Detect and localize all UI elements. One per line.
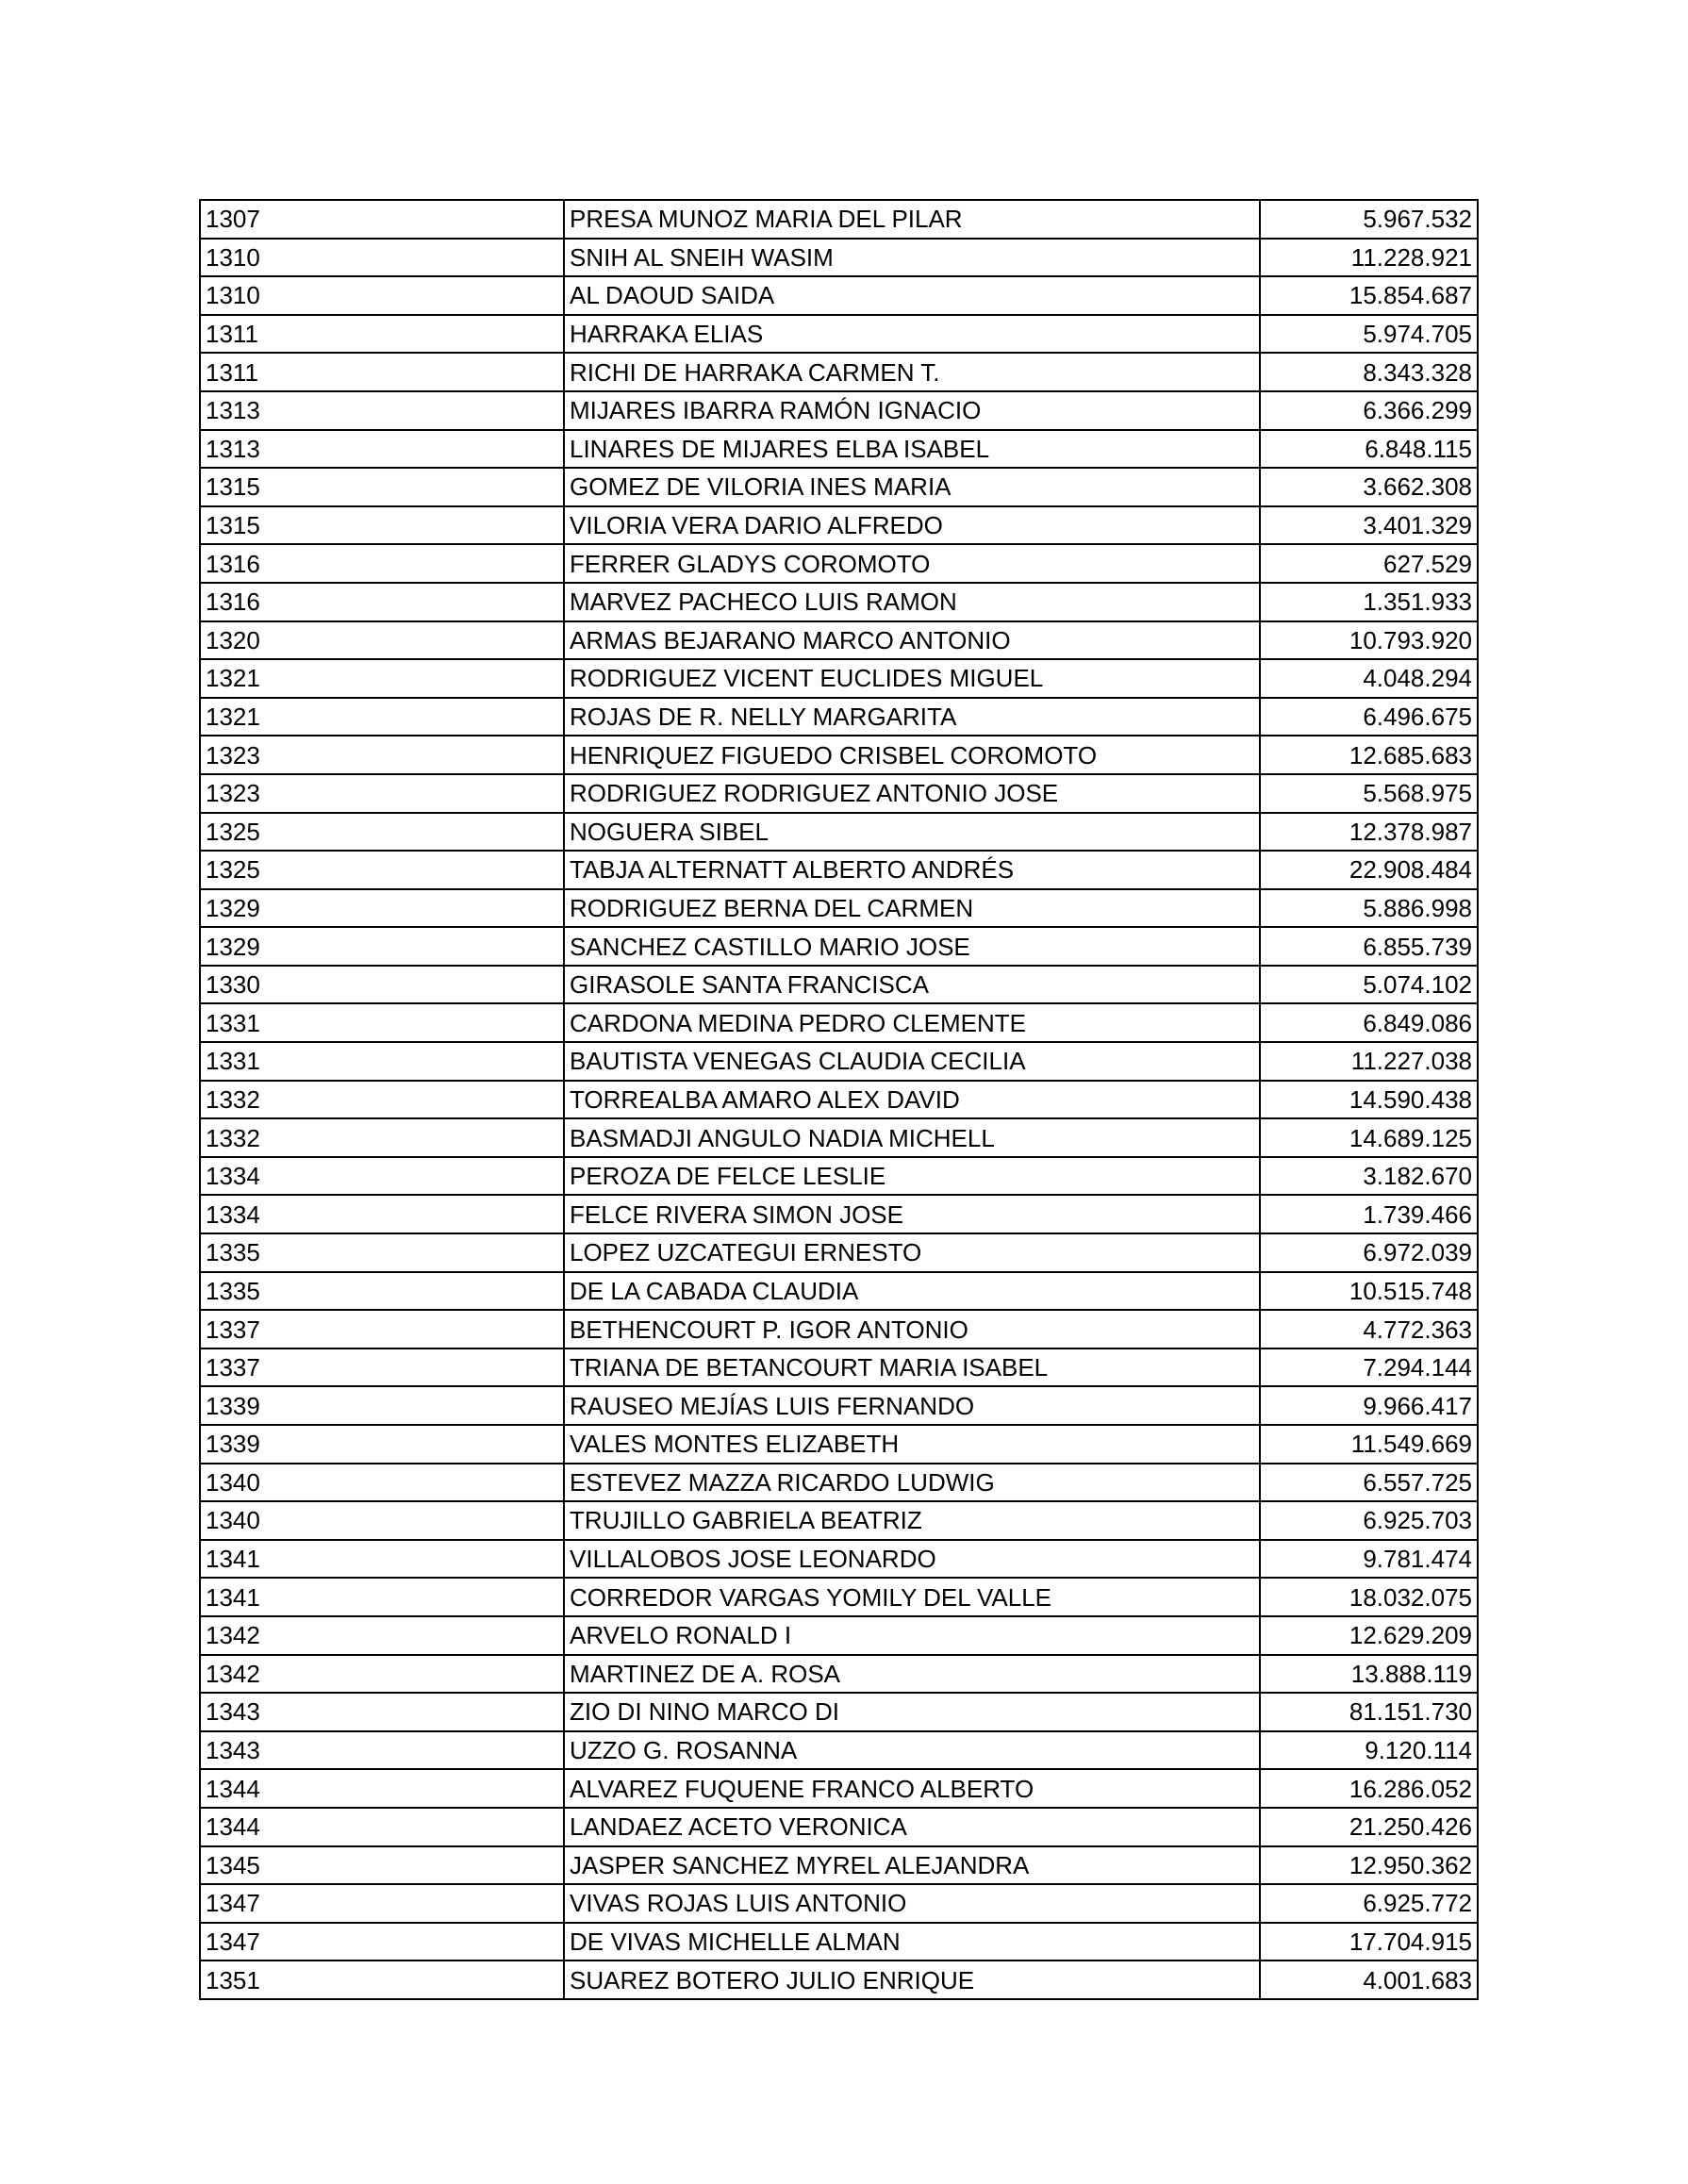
- name-cell: ARMAS BEJARANO MARCO ANTONIO: [564, 621, 1260, 660]
- name-cell: AL DAOUD SAIDA: [564, 276, 1260, 315]
- table-row: [200, 391, 1478, 430]
- code-cell: 1341: [200, 1578, 564, 1616]
- code-cell: 1329: [200, 927, 564, 966]
- table-row: [200, 506, 1478, 545]
- table-row: [200, 315, 1478, 354]
- amount-cell: 9.781.474: [1260, 1540, 1478, 1579]
- code-cell: 1311: [200, 353, 564, 391]
- code-cell: 1343: [200, 1693, 564, 1731]
- name-cell: PEROZA DE FELCE LESLIE: [564, 1157, 1260, 1196]
- code-cell: 1321: [200, 659, 564, 698]
- name-cell: ROJAS DE R. NELLY MARGARITA: [564, 698, 1260, 736]
- amount-cell: 11.228.921: [1260, 239, 1478, 277]
- table-row: [200, 1081, 1478, 1119]
- amount-cell: 6.848.115: [1260, 430, 1478, 469]
- code-cell: 1323: [200, 736, 564, 774]
- code-cell: 1313: [200, 430, 564, 469]
- name-cell: SNIH AL SNEIH WASIM: [564, 239, 1260, 277]
- table-row: [200, 1310, 1478, 1348]
- amount-cell: 17.704.915: [1260, 1923, 1478, 1961]
- table-row: [200, 1846, 1478, 1885]
- name-cell: HARRAKA ELIAS: [564, 315, 1260, 354]
- amount-cell: 6.366.299: [1260, 391, 1478, 430]
- table-row: [200, 927, 1478, 966]
- amount-cell: 10.793.920: [1260, 621, 1478, 660]
- name-cell: SUAREZ BOTERO JULIO ENRIQUE: [564, 1961, 1260, 1999]
- table-row: [200, 1425, 1478, 1464]
- code-cell: 1341: [200, 1540, 564, 1579]
- table-row: [200, 1655, 1478, 1694]
- code-cell: 1320: [200, 621, 564, 660]
- table-row: [200, 966, 1478, 1004]
- data-table: [199, 199, 1479, 2000]
- name-cell: MARVEZ PACHECO LUIS RAMON: [564, 583, 1260, 621]
- name-cell: MARTINEZ DE A. ROSA: [564, 1655, 1260, 1694]
- name-cell: RICHI DE HARRAKA CARMEN T.: [564, 353, 1260, 391]
- name-cell: BETHENCOURT P. IGOR ANTONIO: [564, 1310, 1260, 1348]
- table-row: [200, 1731, 1478, 1770]
- table-row: [200, 1195, 1478, 1233]
- code-cell: 1316: [200, 544, 564, 583]
- name-cell: JASPER SANCHEZ MYREL ALEJANDRA: [564, 1846, 1260, 1885]
- code-cell: 1331: [200, 1003, 564, 1042]
- amount-cell: 5.967.532: [1260, 200, 1478, 239]
- name-cell: RODRIGUEZ VICENT EUCLIDES MIGUEL: [564, 659, 1260, 698]
- name-cell: CARDONA MEDINA PEDRO CLEMENTE: [564, 1003, 1260, 1042]
- table-row: [200, 430, 1478, 469]
- code-cell: 1343: [200, 1731, 564, 1770]
- name-cell: ESTEVEZ MAZZA RICARDO LUDWIG: [564, 1464, 1260, 1502]
- amount-cell: 5.074.102: [1260, 966, 1478, 1004]
- table-row: [200, 1464, 1478, 1502]
- name-cell: LANDAEZ ACETO VERONICA: [564, 1808, 1260, 1846]
- name-cell: DE LA CABADA CLAUDIA: [564, 1272, 1260, 1311]
- table-row: [200, 200, 1478, 239]
- name-cell: UZZO G. ROSANNA: [564, 1731, 1260, 1770]
- name-cell: LINARES DE MIJARES ELBA ISABEL: [564, 430, 1260, 469]
- amount-cell: 3.662.308: [1260, 468, 1478, 506]
- name-cell: ARVELO RONALD I: [564, 1616, 1260, 1655]
- table-row: [200, 1769, 1478, 1808]
- amount-cell: 10.515.748: [1260, 1272, 1478, 1311]
- code-cell: 1351: [200, 1961, 564, 1999]
- table-row: [200, 544, 1478, 583]
- table-row: [200, 1578, 1478, 1616]
- table-row: [200, 583, 1478, 621]
- amount-cell: 4.772.363: [1260, 1310, 1478, 1348]
- name-cell: ZIO DI NINO MARCO DI: [564, 1693, 1260, 1731]
- code-cell: 1340: [200, 1501, 564, 1540]
- name-cell: SANCHEZ CASTILLO MARIO JOSE: [564, 927, 1260, 966]
- name-cell: RAUSEO MEJÍAS LUIS FERNANDO: [564, 1386, 1260, 1425]
- name-cell: NOGUERA SIBEL: [564, 813, 1260, 852]
- table-row: [200, 468, 1478, 506]
- amount-cell: 6.925.703: [1260, 1501, 1478, 1540]
- amount-cell: 1.351.933: [1260, 583, 1478, 621]
- amount-cell: 6.972.039: [1260, 1233, 1478, 1272]
- code-cell: 1310: [200, 276, 564, 315]
- amount-cell: 11.227.038: [1260, 1042, 1478, 1081]
- table-row: [200, 1386, 1478, 1425]
- table-row: [200, 774, 1478, 813]
- code-cell: 1342: [200, 1655, 564, 1694]
- name-cell: VILORIA VERA DARIO ALFREDO: [564, 506, 1260, 545]
- code-cell: 1315: [200, 506, 564, 545]
- table-row: [200, 889, 1478, 928]
- amount-cell: 1.739.466: [1260, 1195, 1478, 1233]
- amount-cell: 3.401.329: [1260, 506, 1478, 545]
- code-cell: 1311: [200, 315, 564, 354]
- amount-cell: 81.151.730: [1260, 1693, 1478, 1731]
- name-cell: RODRIGUEZ BERNA DEL CARMEN: [564, 889, 1260, 928]
- code-cell: 1334: [200, 1195, 564, 1233]
- table-row: [200, 1693, 1478, 1731]
- name-cell: BASMADJI ANGULO NADIA MICHELL: [564, 1118, 1260, 1157]
- name-cell: CORREDOR VARGAS YOMILY DEL VALLE: [564, 1578, 1260, 1616]
- table-row: [200, 813, 1478, 852]
- code-cell: 1321: [200, 698, 564, 736]
- table-row: [200, 659, 1478, 698]
- name-cell: VIVAS ROJAS LUIS ANTONIO: [564, 1884, 1260, 1923]
- code-cell: 1331: [200, 1042, 564, 1081]
- amount-cell: 11.549.669: [1260, 1425, 1478, 1464]
- name-cell: PRESA MUNOZ MARIA DEL PILAR: [564, 200, 1260, 239]
- name-cell: DE VIVAS MICHELLE ALMAN: [564, 1923, 1260, 1961]
- name-cell: VALES MONTES ELIZABETH: [564, 1425, 1260, 1464]
- amount-cell: 21.250.426: [1260, 1808, 1478, 1846]
- amount-cell: 12.950.362: [1260, 1846, 1478, 1885]
- amount-cell: 12.685.683: [1260, 736, 1478, 774]
- table-row: [200, 1923, 1478, 1961]
- amount-cell: 13.888.119: [1260, 1655, 1478, 1694]
- table-row: [200, 1348, 1478, 1387]
- name-cell: HENRIQUEZ FIGUEDO CRISBEL COROMOTO: [564, 736, 1260, 774]
- amount-cell: 5.568.975: [1260, 774, 1478, 813]
- table-row: [200, 1616, 1478, 1655]
- code-cell: 1323: [200, 774, 564, 813]
- table-row: [200, 698, 1478, 736]
- name-cell: ALVAREZ FUQUENE FRANCO ALBERTO: [564, 1769, 1260, 1808]
- amount-cell: 12.378.987: [1260, 813, 1478, 852]
- name-cell: FERRER GLADYS COROMOTO: [564, 544, 1260, 583]
- name-cell: FELCE RIVERA SIMON JOSE: [564, 1195, 1260, 1233]
- code-cell: 1347: [200, 1884, 564, 1923]
- amount-cell: 18.032.075: [1260, 1578, 1478, 1616]
- amount-cell: 4.048.294: [1260, 659, 1478, 698]
- table-row: [200, 1961, 1478, 1999]
- table-row: [200, 1157, 1478, 1196]
- name-cell: GIRASOLE SANTA FRANCISCA: [564, 966, 1260, 1004]
- name-cell: RODRIGUEZ RODRIGUEZ ANTONIO JOSE: [564, 774, 1260, 813]
- code-cell: 1339: [200, 1386, 564, 1425]
- amount-cell: 5.886.998: [1260, 889, 1478, 928]
- table-row: [200, 276, 1478, 315]
- code-cell: 1315: [200, 468, 564, 506]
- code-cell: 1330: [200, 966, 564, 1004]
- table-row: [200, 1042, 1478, 1081]
- amount-cell: 627.529: [1260, 544, 1478, 583]
- code-cell: 1332: [200, 1118, 564, 1157]
- code-cell: 1337: [200, 1348, 564, 1387]
- amount-cell: 6.855.739: [1260, 927, 1478, 966]
- code-cell: 1335: [200, 1272, 564, 1311]
- code-cell: 1316: [200, 583, 564, 621]
- name-cell: TORREALBA AMARO ALEX DAVID: [564, 1081, 1260, 1119]
- table-row: [200, 239, 1478, 277]
- name-cell: BAUTISTA VENEGAS CLAUDIA CECILIA: [564, 1042, 1260, 1081]
- table-row: [200, 1808, 1478, 1846]
- code-cell: 1313: [200, 391, 564, 430]
- name-cell: GOMEZ DE VILORIA INES MARIA: [564, 468, 1260, 506]
- table-row: [200, 1003, 1478, 1042]
- table-row: [200, 1118, 1478, 1157]
- code-cell: 1342: [200, 1616, 564, 1655]
- code-cell: 1310: [200, 239, 564, 277]
- name-cell: LOPEZ UZCATEGUI ERNESTO: [564, 1233, 1260, 1272]
- table-row: [200, 621, 1478, 660]
- code-cell: 1325: [200, 813, 564, 852]
- code-cell: 1325: [200, 851, 564, 889]
- amount-cell: 9.966.417: [1260, 1386, 1478, 1425]
- code-cell: 1344: [200, 1769, 564, 1808]
- code-cell: 1334: [200, 1157, 564, 1196]
- amount-cell: 8.343.328: [1260, 353, 1478, 391]
- code-cell: 1344: [200, 1808, 564, 1846]
- amount-cell: 6.557.725: [1260, 1464, 1478, 1502]
- name-cell: MIJARES IBARRA RAMÓN IGNACIO: [564, 391, 1260, 430]
- code-cell: 1307: [200, 200, 564, 239]
- amount-cell: 14.590.438: [1260, 1081, 1478, 1119]
- amount-cell: 16.286.052: [1260, 1769, 1478, 1808]
- code-cell: 1332: [200, 1081, 564, 1119]
- table-row: [200, 851, 1478, 889]
- table-row: [200, 1540, 1478, 1579]
- table-row: [200, 1884, 1478, 1923]
- amount-cell: 6.496.675: [1260, 698, 1478, 736]
- code-cell: 1335: [200, 1233, 564, 1272]
- table-body: [200, 200, 1478, 1999]
- code-cell: 1329: [200, 889, 564, 928]
- code-cell: 1339: [200, 1425, 564, 1464]
- name-cell: TRUJILLO GABRIELA BEATRIZ: [564, 1501, 1260, 1540]
- code-cell: 1337: [200, 1310, 564, 1348]
- amount-cell: 3.182.670: [1260, 1157, 1478, 1196]
- name-cell: VILLALOBOS JOSE LEONARDO: [564, 1540, 1260, 1579]
- amount-cell: 6.849.086: [1260, 1003, 1478, 1042]
- table-row: [200, 736, 1478, 774]
- amount-cell: 15.854.687: [1260, 276, 1478, 315]
- table-row: [200, 353, 1478, 391]
- amount-cell: 4.001.683: [1260, 1961, 1478, 1999]
- amount-cell: 12.629.209: [1260, 1616, 1478, 1655]
- code-cell: 1340: [200, 1464, 564, 1502]
- amount-cell: 7.294.144: [1260, 1348, 1478, 1387]
- amount-cell: 6.925.772: [1260, 1884, 1478, 1923]
- code-cell: 1347: [200, 1923, 564, 1961]
- table-row: [200, 1233, 1478, 1272]
- amount-cell: 22.908.484: [1260, 851, 1478, 889]
- name-cell: TRIANA DE BETANCOURT MARIA ISABEL: [564, 1348, 1260, 1387]
- name-cell: TABJA ALTERNATT ALBERTO ANDRÉS: [564, 851, 1260, 889]
- amount-cell: 9.120.114: [1260, 1731, 1478, 1770]
- amount-cell: 5.974.705: [1260, 315, 1478, 354]
- amount-cell: 14.689.125: [1260, 1118, 1478, 1157]
- code-cell: 1345: [200, 1846, 564, 1885]
- table-row: [200, 1272, 1478, 1311]
- table-row: [200, 1501, 1478, 1540]
